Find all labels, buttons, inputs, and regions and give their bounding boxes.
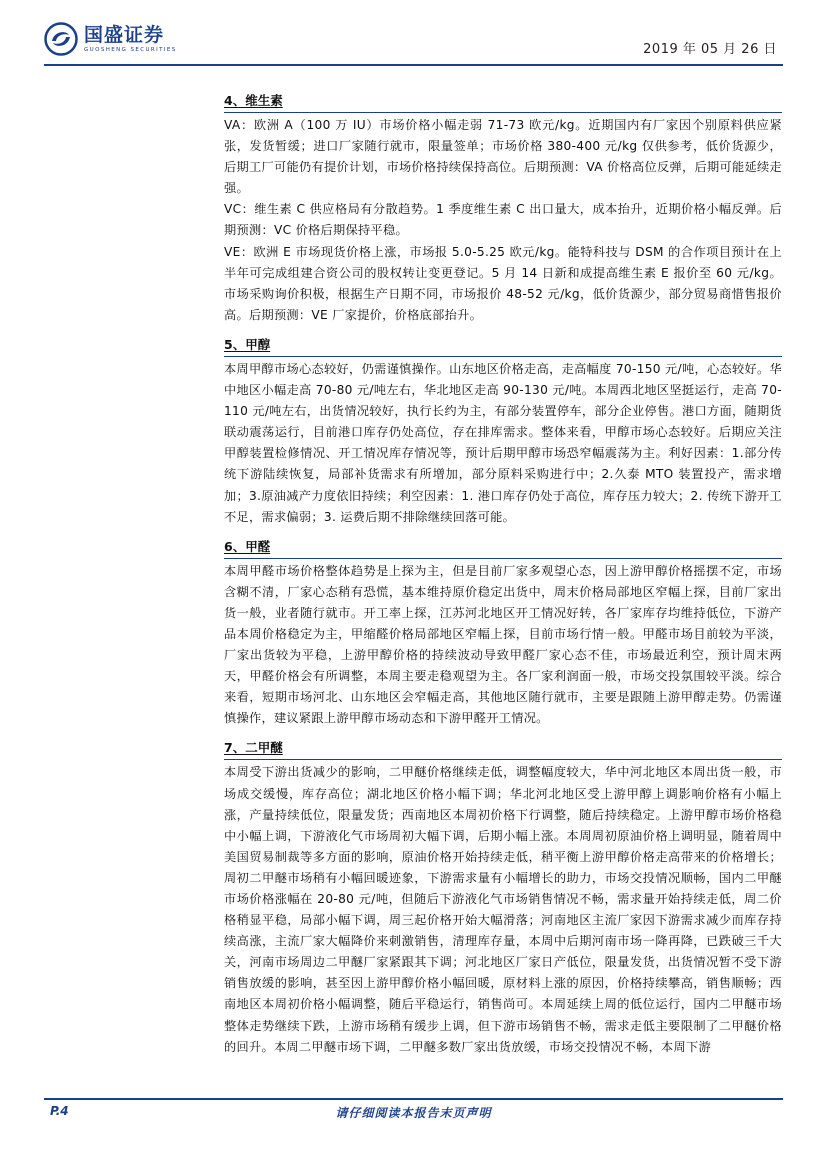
report-date: 2019 年 05 月 26 日	[643, 42, 777, 57]
section-body	[224, 112, 782, 326]
section-body	[224, 356, 782, 528]
section-title: 4、维生素	[224, 93, 283, 108]
logo-mark-icon	[44, 22, 78, 56]
page-footer	[0, 1090, 827, 1150]
page-header	[0, 0, 827, 70]
logo-english-name: GUOSHENG SECURITIES	[84, 47, 177, 53]
paragraph: 本周受下游出货减少的影响，二甲醚价格继续走低，调整幅度较大，华中河北地区本周出货一般，市场成交缓慢，库存高位；湖北地区价格小幅下调；华北河北地区受上游甲醇上调影响价格有小幅上涨，产量持续低位，限量发货；西南地区本周初价格下行调整，随后持续稳定。上游甲醇市场价格稳中小幅上调，下游液化气市场周初大幅下调，后期小幅上涨。本周周初原油价格上调明显，随着周中美国贸易制裁等多方面的影响，原油价格开始持续走低，稍平衡上游甲醇价格走高带来的价格增长；周初二甲醚市场稍有小幅回暖迹象，下游需求量有小幅增长的助力，市场交投情况顺畅，国内二甲醚市场价格涨幅在 20-80 元/吨，但随后下游液化气市场销售情况不畅，需求量开始持续走低，周二价格稍显平稳，局部小幅下调，周三起价格开始大幅滑落；河南地区主流厂家因下游需求减少而库存持续高涨，主流厂家大幅降价来刺激销售，清理库存量，本周中后期河南市场一降再降，已跌破三千大关，河南市场周边二甲醚厂家紧跟其下调；河北地区厂家日产低位，限量发货，出货情况暂不受下游销售放缓的影响，甚至因上游甲醇价格小幅回暖，原材料上涨的原因，价格持续攀高，销售顺畅；西南地区本周初价格小幅调整，随后平稳运行，销售尚可。本周延续上周的低位运行，国内二甲醚市场整体走势继续下跌，上游市场稍有缓步上调，但下游市场销售不畅，需求走低主要限制了二甲醚价格的回升。本周二甲醚市场下调，二甲醚多数厂家出货放缓，市场交投情况不畅，本周下游	[224, 765, 782, 1054]
header-divider	[44, 64, 783, 66]
footer-divider	[44, 1098, 783, 1100]
section-methanol	[224, 336, 782, 528]
logo-chinese-name: 国盛证券	[84, 24, 165, 46]
section-vitamins	[224, 92, 782, 326]
section-dimethyl-ether	[224, 739, 782, 1057]
paragraph: 本周甲醇市场心态较好，仍需谨慎操作。山东地区价格走高，走高幅度 70-150 元/吨，心态较好。华中地区小幅走高 70-80 元/吨左右，华北地区走高 90-130 元/吨。本周西北地区坚挺运行，走高 70-110 元/吨左右，出货情况较好，执行长约为主，有部分装置停车，部分企业停售。港口方面，随期货联动震荡运行，目前港口库存仍处高位，存在排库需求。整体来看，甲醇市场心态较好。后期应关注甲醇装置检修情况、开工情况库存情况等，预计后期甲醇市场恐窄幅震荡为主。利好因素：1.部分传统下游陆续恢复，局部补货需求有所增加，部分原料采购进行中；2.久泰 MTO 装置投产，需求增加；3.原油减产力度依旧持续；利空因素：1. 港口库存仍处于高位，库存压力较大；2. 传统下游开工不足，需求偏弱；3. 运费后期不排除继续回落可能。	[224, 361, 782, 524]
paragraph: VA：欧洲 A（100 万 IU）市场价格小幅走弱 71-73 欧元/kg。近期国内有厂家因个别原料供应紧张，发货暂缓；进口厂家随行就市，限量签单；市场价格 380-400 元/kg 仅供参考，低价货源少，后期工厂可能仍有提价计划，市场价格持续保持高位。后期预测：VA 价格高位反弹，后期可能延续走强。	[224, 118, 782, 196]
section-title: 5、甲醇	[224, 336, 271, 352]
section-title: 6、甲醛	[224, 538, 271, 554]
company-logo	[44, 22, 177, 56]
section-body	[224, 558, 782, 730]
paragraph: VE：欧洲 E 市场现货价格上涨，市场报 5.0-5.25 欧元/kg。能特科技与 DSM 的合作项目预计在上半年可完成组建合资公司的股权转让变更登记。5 月 14 日新和成提高维生素 E 报价至 60 元/kg。市场采购询价积极，根据生产日期不同，市场报价 48-52 元/kg，低价货源少，部分贸易商惜售报价高。后期预测：VE 厂家提价，价格底部抬升。	[224, 244, 782, 322]
page-number: P.4	[50, 1104, 69, 1118]
section-title: 7、二甲醚	[224, 740, 283, 756]
section-body	[224, 759, 782, 1057]
report-content	[224, 92, 782, 1068]
section-formaldehyde	[224, 538, 782, 730]
paragraph: VC：维生素 C 供应格局有分散趋势。1 季度维生素 C 出口量大，成本抬升，近期价格小幅反弹。后期预测：VC 价格后期保持平稳。	[224, 202, 782, 238]
paragraph: 本周甲醛市场价格整体趋势是上探为主，但是目前厂家多观望心态，因上游甲醇价格摇摆不定，市场含糊不清，厂家心态稍有恐慌，基本维持原价稳定出货中，周末价格局部地区窄幅上探，目前厂家出货一般，业者随行就市。开工率上探，江苏河北地区开工情况好转，各厂家库存均维持低位，下游产品本周价格稳定为主，甲缩醛价格局部地区窄幅上探，目前市场行情一般。甲醛市场目前较为平淡，厂家出货较为平稳，上游甲醇价格的持续波动导致甲醛厂家心态不佳，市场最近利空，预计周末两天，甲醛价格会有所调整，本周主要走稳观望为主。各厂家利润面一般，市场交投氛围较平淡。综合来看，短期市场河北、山东地区会窄幅走高，其他地区随行就市，主要是跟随上游甲醇走势。仍需谨慎操作，建议紧跟上游甲醇市场动态和下游甲醛开工情况。	[224, 563, 782, 726]
disclaimer-text: 请仔细阅读本报告末页声明	[335, 1106, 492, 1120]
